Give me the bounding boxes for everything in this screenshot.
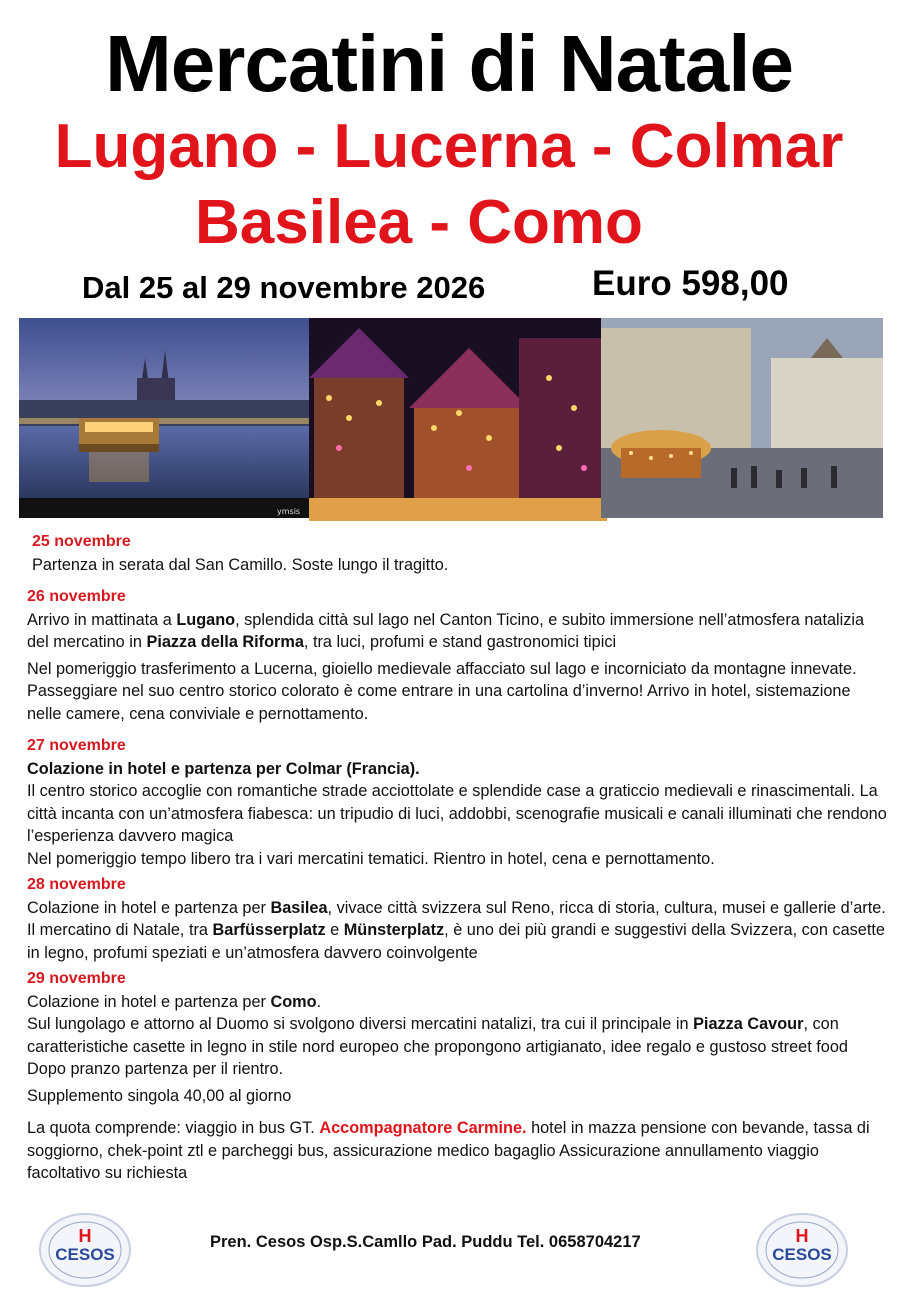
- day-27: [27, 735, 887, 870]
- day-heading: 27 novembre: [27, 737, 126, 754]
- photo-strip: [19, 318, 883, 521]
- destinations-line-1: Lugano - Lucerna - Colmar: [54, 112, 844, 181]
- trip-dates: Dal 25 al 29 novembre 2026: [82, 270, 486, 305]
- day-paragraph: Nel pomeriggio tempo libero tra i vari mercatini tematici. Rientro in hotel, cena e pernottamento.: [27, 849, 715, 868]
- photo-market-carousel: [601, 318, 883, 518]
- cesos-logo-left: [35, 1210, 135, 1290]
- day-paragraph: Il mercatino di Natale, tra Barfüsserplatz e Münsterplatz, è uno dei più grandi e suggestivi della Svizzera, con casette in legno, profumi speziati e un’atmosfera davvero coinvolgente: [27, 921, 885, 962]
- photo-watermark-1: ymsis: [277, 507, 301, 516]
- trip-price: Euro 598,00: [592, 264, 789, 303]
- day-text: Partenza in serata dal San Camillo. Soste lungo il tragitto.: [32, 555, 449, 574]
- price-includes: La quota comprende: viaggio in bus GT. Accompagnatore Carmine. hotel in mazza pensione con bevande, tassa di soggiorno, chek-point ztl e parcheggi bus, assicurazione medico bagaglio Assicurazione annullamento viaggio facoltativo su richiesta: [27, 1119, 870, 1182]
- day-25: [27, 531, 887, 576]
- day-28: [27, 874, 887, 964]
- destinations-line-2: Basilea - Como: [195, 188, 643, 257]
- photo-basel-river: [19, 318, 309, 518]
- day-paragraph: Il centro storico accoglie con romantiche strade acciottolate e splendide case a graticcio medievali e rinascimentali. La città incanta con un’atmosfera fiabesca: un tripudio di luci, addobbi, scenografie musicali e canali illuminati che rendono l’esperienza davvero magica: [27, 782, 887, 845]
- supplement-note: Supplemento singola 40,00 al giorno: [27, 1086, 292, 1105]
- svg-text:CESOS: CESOS: [55, 1245, 115, 1264]
- svg-text:H: H: [795, 1226, 809, 1246]
- day-heading: 28 novembre: [27, 876, 126, 893]
- day-paragraph: Colazione in hotel e partenza per Basilea, vivace città svizzera sul Reno, ricca di storia, cultura, musei e gallerie d’arte.: [27, 898, 886, 917]
- page-title: Mercatini di Natale: [105, 19, 793, 108]
- day-bold-line: Colazione in hotel e partenza per Colmar (Francia).: [27, 759, 420, 778]
- photo-colmar-lights: [309, 318, 607, 521]
- svg-text:H: H: [78, 1226, 92, 1246]
- day-paragraph: Arrivo in mattinata a Lugano, splendida città sul lago nel Canton Ticino, e subito immersione nell’atmosfera natalizia del mercatino in Piazza della Riforma, tra luci, profumi e stand gastronomici tipici: [27, 610, 865, 651]
- day-paragraph: Sul lungolago e attorno al Duomo si svolgono diversi mercatini natalizi, tra cui il principale in Piazza Cavour, con caratteristiche casette in legno in stile nord europeo che propongono artigianato, idee regalo e gustoso street food Dopo pranzo partenza per il rientro.: [27, 1015, 848, 1078]
- day-heading: 29 novembre: [27, 970, 126, 987]
- booking-contact: Pren. Cesos Osp.S.Camllo Pad. Puddu Tel. 0658704217: [210, 1233, 641, 1251]
- day-26: [27, 586, 887, 725]
- day-paragraph: Nel pomeriggio trasferimento a Lucerna, gioiello medievale affacciato sul lago e incorniciato da montagne innevate. Passeggiare nel suo centro storico colorato è come entrare in una cartolina d’inverno! Arrivo in hotel, sistemazione nelle camere, cena conviviale e pernottamento.: [27, 659, 857, 723]
- itinerary: [27, 531, 887, 1185]
- svg-text:CESOS: CESOS: [772, 1245, 832, 1264]
- day-heading: 26 novembre: [27, 588, 126, 605]
- cesos-logo-right: [752, 1210, 852, 1290]
- day-heading: 25 novembre: [32, 533, 131, 550]
- day-paragraph: Colazione in hotel e partenza per Como.: [27, 992, 322, 1011]
- day-29: [27, 968, 887, 1081]
